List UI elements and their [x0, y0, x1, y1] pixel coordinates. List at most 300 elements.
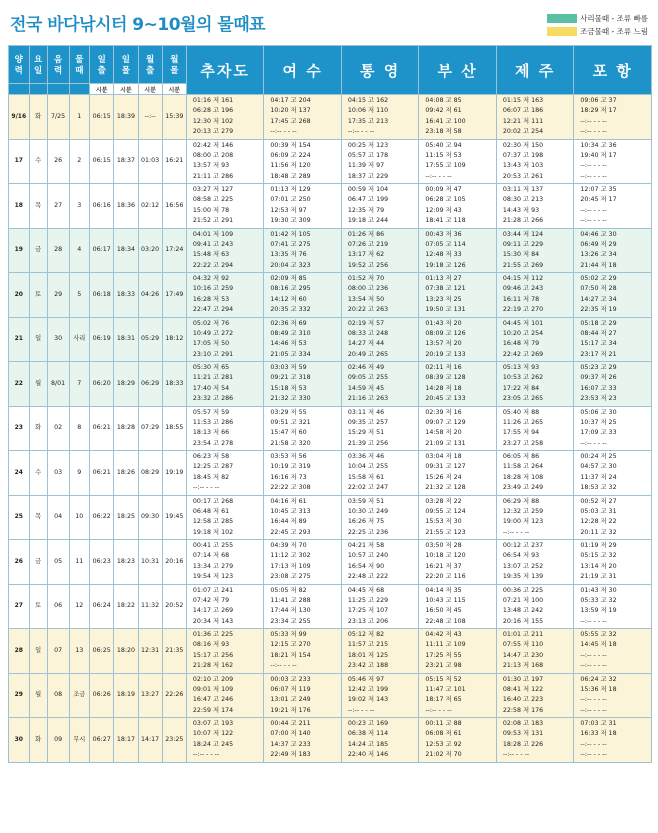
tide-entry: 03:28 저 22 — [425, 497, 462, 505]
cell-tide — [496, 273, 573, 318]
tide-entry: 23:34 고 255 — [270, 617, 311, 625]
tide-entry: 08:16 저 93 — [192, 641, 230, 649]
header-moonset: 월 몰 — [162, 46, 186, 84]
tide-entry: 15:48 저 63 — [192, 251, 230, 259]
tide-entry: 13:17 저 62 — [347, 251, 385, 259]
cell-moonset: 21:35 — [162, 629, 186, 674]
cell-sunrise: 06:25 — [90, 629, 114, 674]
tide-entry: 19:30 고 309 — [270, 217, 311, 225]
tide-entry: 14:37 고 233 — [270, 740, 311, 748]
table-row — [9, 406, 652, 451]
tide-entry: 05:30 저 65 — [192, 364, 230, 372]
tide-entry: 15:18 저 53 — [270, 384, 307, 392]
cell-tide — [186, 317, 263, 362]
cell-sunrise: 06:21 — [90, 451, 114, 496]
cell-moonset: 19:45 — [162, 495, 186, 540]
tide-entry: 16:40 고 223 — [502, 696, 544, 704]
tide-entry: 23:49 고 249 — [502, 484, 544, 492]
tide-entry: 04:45 저 101 — [502, 319, 544, 327]
cell-day: 수 — [29, 451, 47, 496]
cell-moonset: 15:39 — [162, 95, 186, 140]
tide-entry: 10:45 고 313 — [270, 507, 311, 515]
tide-entry: --:-- - - -- — [580, 439, 607, 447]
tide-entry: 20:34 저 143 — [192, 617, 234, 625]
header-sub-time: 시분 — [114, 84, 138, 95]
cell-tide — [419, 406, 496, 451]
cell-tide — [264, 228, 341, 273]
tide-entry: 13:59 저 19 — [580, 607, 617, 615]
cell-tide — [186, 273, 263, 318]
tide-entry: --:-- - - -- — [580, 662, 607, 670]
cell-mul: 사리 — [69, 317, 90, 362]
tide-entry: 09:31 고 127 — [425, 463, 466, 471]
tide-entry: 22:02 고 247 — [347, 484, 389, 492]
tide-entry: 12:58 고 285 — [192, 518, 234, 526]
cell-lunar: 27 — [47, 184, 69, 229]
cell-tide — [264, 317, 341, 362]
table-row — [9, 673, 652, 718]
cell-tide — [419, 228, 496, 273]
tide-entry: 13:34 고 279 — [192, 562, 234, 570]
tide-entry: 16:11 저 78 — [502, 295, 540, 303]
tide-entry: --:-- - - -- — [192, 484, 220, 492]
cell-sunrise: 06:21 — [90, 406, 114, 451]
tide-entry: 21:55 고 269 — [502, 261, 544, 269]
cell-tide — [496, 584, 573, 629]
legend-item-jogeum — [547, 25, 648, 38]
tide-entry: 06:07 저 119 — [270, 685, 311, 693]
cell-date: 28 — [9, 629, 30, 674]
cell-tide — [341, 362, 418, 407]
tide-entry: 22:47 고 294 — [192, 306, 234, 314]
cell-mul: 9 — [69, 451, 90, 496]
cell-tide — [496, 673, 573, 718]
cell-date: 20 — [9, 273, 30, 318]
tide-entry: 07:00 저 140 — [270, 730, 311, 738]
cell-day: 월 — [29, 673, 47, 718]
tide-entry: 13:35 저 76 — [270, 251, 307, 259]
tide-entry: 01:30 고 197 — [502, 675, 544, 683]
tide-entry: 21:55 고 123 — [425, 528, 466, 536]
tide-entry: 19:18 고 244 — [347, 217, 389, 225]
cell-lunar: 05 — [47, 540, 69, 585]
tide-entry: 03:04 저 18 — [425, 453, 462, 461]
cell-tide — [186, 451, 263, 496]
tide-entry: 07:50 저 28 — [580, 285, 617, 293]
cell-sunrise: 06:23 — [90, 540, 114, 585]
cell-sunset: 18:23 — [114, 540, 138, 585]
tide-entry: 17:45 고 268 — [270, 117, 311, 125]
tide-entry: 21:32 고 128 — [425, 484, 466, 492]
tide-entry: 06:47 고 199 — [347, 196, 389, 204]
tide-entry: 15:00 저 78 — [192, 206, 230, 214]
cell-mul: 8 — [69, 406, 90, 451]
table-row — [9, 139, 652, 184]
tide-entry: 23:54 고 278 — [192, 439, 234, 447]
cell-tide — [186, 95, 263, 140]
tide-entry: 23:21 고 98 — [425, 662, 462, 670]
tide-entry: 20:04 고 323 — [270, 261, 311, 269]
tide-entry: 02:19 저 57 — [347, 319, 385, 327]
cell-tide — [574, 629, 652, 674]
cell-day: 토 — [29, 584, 47, 629]
table-row — [9, 718, 652, 763]
tide-entry: 19:50 고 131 — [425, 306, 466, 314]
cell-moonset: 16:21 — [162, 139, 186, 184]
tide-entry: 14:24 고 185 — [347, 740, 389, 748]
tide-entry: --:-- - - -- — [192, 751, 220, 759]
tide-entry: 03:07 고 193 — [192, 720, 234, 728]
cell-sunset: 18:37 — [114, 139, 138, 184]
tide-entry: 10:57 고 240 — [347, 552, 389, 560]
tide-entry: 21:05 고 334 — [270, 350, 311, 358]
tide-entry: 05:33 고 32 — [580, 596, 617, 604]
cell-sunset: 18:33 — [114, 273, 138, 318]
cell-tide — [496, 139, 573, 184]
tide-entry: 11:58 고 264 — [502, 463, 544, 471]
cell-sunrise: 06:27 — [90, 718, 114, 763]
tide-entry: 12:21 저 111 — [502, 117, 544, 125]
tide-entry: 10:19 고 319 — [270, 463, 311, 471]
tide-entry: --:-- - - -- — [580, 217, 607, 225]
tide-entry: --:-- - - -- — [347, 128, 375, 136]
cell-tide — [264, 584, 341, 629]
cell-tide — [574, 273, 652, 318]
tide-entry: 22:19 고 270 — [502, 306, 544, 314]
cell-moonset: 17:24 — [162, 228, 186, 273]
cell-tide — [186, 184, 263, 229]
cell-tide — [264, 451, 341, 496]
cell-day: 목 — [29, 184, 47, 229]
cell-tide — [186, 629, 263, 674]
header-row — [9, 46, 652, 84]
header-location: 제 주 — [496, 46, 573, 95]
tide-entry: 16:54 저 90 — [347, 562, 385, 570]
tide-entry: 01:42 저 105 — [270, 230, 311, 238]
tide-entry: 05:33 저 99 — [270, 631, 307, 639]
cell-lunar: 06 — [47, 584, 69, 629]
tide-entry: 22:48 고 108 — [425, 617, 466, 625]
table-row — [9, 317, 652, 362]
page-title: 전국 바다낚시터 9~10월의 물때표 — [10, 15, 266, 35]
tide-entry: 06:08 저 61 — [425, 730, 462, 738]
tide-entry: 01:07 고 241 — [192, 586, 234, 594]
tide-entry: 16:26 저 75 — [347, 518, 385, 526]
tide-entry: 10:43 고 115 — [425, 596, 466, 604]
tide-entry: 18:21 저 154 — [270, 651, 311, 659]
tide-entry: 23:18 저 58 — [425, 128, 462, 136]
tide-entry: 03:44 저 124 — [502, 230, 544, 238]
tide-entry: 15:58 저 61 — [347, 473, 385, 481]
cell-tide — [574, 317, 652, 362]
tide-entry: 01:43 저 30 — [580, 586, 617, 594]
cell-date: 17 — [9, 139, 30, 184]
tide-entry: 20:49 고 265 — [347, 350, 389, 358]
tide-entry: 07:01 고 250 — [270, 196, 311, 204]
tide-entry: --:-- - - -- — [347, 706, 375, 714]
tide-entry: 02:09 저 85 — [270, 275, 307, 283]
tide-entry: 23:13 고 206 — [347, 617, 389, 625]
tide-entry: 04:08 고 85 — [425, 97, 462, 105]
cell-date: 30 — [9, 718, 30, 763]
cell-tide — [496, 629, 573, 674]
tide-entry: 21:52 고 291 — [192, 217, 234, 225]
tide-entry: 16:50 저 45 — [425, 607, 462, 615]
tide-entry: 12:09 저 43 — [425, 206, 462, 214]
tide-entry: 09:41 고 243 — [192, 240, 234, 248]
tide-entry: 11:21 고 281 — [192, 374, 234, 382]
legend-swatch-green — [547, 14, 577, 23]
tide-entry: 18:37 고 229 — [347, 172, 389, 180]
cell-moonrise: 01:03 — [138, 139, 162, 184]
tide-entry: 05:15 저 52 — [425, 675, 462, 683]
cell-mul: 12 — [69, 584, 90, 629]
tide-entry: 02:11 저 16 — [425, 364, 462, 372]
cell-moonset: 22:26 — [162, 673, 186, 718]
cell-day: 화 — [29, 718, 47, 763]
cell-day: 금 — [29, 228, 47, 273]
cell-tide — [264, 718, 341, 763]
tide-entry: 22:59 저 174 — [192, 706, 234, 714]
tide-entry: 10:20 고 254 — [502, 329, 544, 337]
cell-lunar: 29 — [47, 273, 69, 318]
cell-sunrise: 06:16 — [90, 184, 114, 229]
cell-sunrise: 06:20 — [90, 362, 114, 407]
table-row — [9, 629, 652, 674]
cell-tide — [419, 95, 496, 140]
tide-entry: 23:10 고 291 — [192, 350, 234, 358]
cell-tide — [341, 406, 418, 451]
tide-entry: 00:36 고 225 — [502, 586, 544, 594]
tide-entry: 22:25 고 236 — [347, 528, 389, 536]
cell-sunrise: 06:19 — [90, 317, 114, 362]
table-row — [9, 95, 652, 140]
tide-entry: 12:42 고 199 — [347, 685, 389, 693]
cell-moonset: 19:19 — [162, 451, 186, 496]
cell-moonrise: --:-- — [138, 95, 162, 140]
header-sub-empty — [29, 84, 47, 95]
header-lunar: 음 력 — [47, 46, 69, 84]
cell-tide — [574, 362, 652, 407]
tide-entry: 14:27 저 44 — [347, 340, 385, 348]
cell-tide — [574, 673, 652, 718]
tide-entry: 08:16 고 295 — [270, 285, 311, 293]
tide-entry: 16:16 저 73 — [270, 473, 307, 481]
cell-tide — [574, 228, 652, 273]
tide-entry: 10:16 고 259 — [192, 285, 234, 293]
tide-entry: 10:20 저 137 — [270, 107, 311, 115]
tide-entry: 11:11 고 109 — [425, 641, 466, 649]
tide-entry: 16:41 고 100 — [425, 117, 466, 125]
tide-entry: 06:54 저 93 — [502, 552, 540, 560]
tide-entry: 20:53 고 261 — [502, 172, 544, 180]
table-row — [9, 273, 652, 318]
cell-tide — [341, 184, 418, 229]
tide-entry: 04:32 저 92 — [192, 275, 230, 283]
cell-moonrise: 08:29 — [138, 451, 162, 496]
tide-entry: 18:29 저 17 — [580, 107, 617, 115]
cell-moonset: 18:55 — [162, 406, 186, 451]
tide-table-body — [9, 95, 652, 763]
tide-entry: 00:09 저 47 — [425, 186, 462, 194]
tide-entry: 21:16 고 263 — [347, 395, 389, 403]
tide-entry: 00:24 저 25 — [580, 453, 617, 461]
cell-tide — [496, 718, 573, 763]
legend-swatch-yellow — [547, 27, 577, 36]
tide-entry: 05:40 저 88 — [502, 408, 540, 416]
tide-entry: 07:03 고 31 — [580, 720, 617, 728]
tide-entry: 05:13 저 93 — [502, 364, 540, 372]
tide-entry: 21:13 저 168 — [502, 662, 544, 670]
tide-entry: 05:18 고 29 — [580, 319, 617, 327]
tide-entry: 16:33 저 18 — [580, 730, 617, 738]
cell-tide — [419, 584, 496, 629]
tide-entry: 14:58 저 20 — [425, 429, 462, 437]
tide-entry: 18:53 고 32 — [580, 484, 617, 492]
tide-entry: 13:23 저 25 — [425, 295, 462, 303]
tide-entry: 22:22 고 308 — [270, 484, 311, 492]
cell-lunar: 30 — [47, 317, 69, 362]
cell-tide — [574, 406, 652, 451]
tide-entry: 07:37 고 198 — [502, 151, 544, 159]
cell-tide — [264, 495, 341, 540]
tide-entry: 11:53 고 286 — [192, 418, 234, 426]
cell-tide — [419, 495, 496, 540]
legend — [547, 12, 648, 38]
header-location: 통 영 — [341, 46, 418, 95]
header-sub-empty — [47, 84, 69, 95]
tide-entry: 04:45 저 68 — [347, 586, 385, 594]
cell-tide — [264, 95, 341, 140]
tide-entry: 08:44 저 27 — [580, 329, 617, 337]
cell-date: 25 — [9, 495, 30, 540]
tide-entry: 00:03 고 233 — [270, 675, 311, 683]
tide-entry: 01:43 저 20 — [425, 319, 462, 327]
cell-tide — [496, 184, 573, 229]
tide-entry: 20:02 고 254 — [502, 128, 544, 136]
tide-entry: 22:48 고 222 — [347, 573, 389, 581]
tide-entry: 18:17 저 65 — [425, 696, 462, 704]
cell-lunar: 08 — [47, 673, 69, 718]
tide-entry: 04:46 고 30 — [580, 230, 617, 238]
cell-day: 일 — [29, 629, 47, 674]
tide-entry: 14:59 저 45 — [347, 384, 385, 392]
cell-moonrise: 12:31 — [138, 629, 162, 674]
tide-entry: 06:29 저 88 — [502, 497, 540, 505]
tide-entry: 08:41 저 122 — [502, 685, 544, 693]
tide-entry: 13:43 저 103 — [502, 162, 544, 170]
tide-entry: 23:08 고 275 — [270, 573, 311, 581]
tide-entry: 15:53 저 30 — [425, 518, 462, 526]
tide-entry: 04:57 고 30 — [580, 463, 617, 471]
tide-entry: 23:17 저 21 — [580, 350, 617, 358]
tide-entry: 05:40 고 94 — [425, 141, 462, 149]
legend-item-sari — [547, 12, 648, 25]
tide-entry: 15:47 저 60 — [270, 429, 307, 437]
cell-day: 수 — [29, 139, 47, 184]
cell-date: 9/16 — [9, 95, 30, 140]
tide-entry: 18:28 저 108 — [502, 473, 544, 481]
tide-entry: 19:54 저 123 — [192, 573, 234, 581]
tide-entry: 03:29 저 55 — [270, 408, 307, 416]
tide-entry: 23:32 고 286 — [192, 395, 234, 403]
tide-entry: 01:52 저 70 — [347, 275, 385, 283]
cell-date: 21 — [9, 317, 30, 362]
tide-entry: 18:48 고 289 — [270, 172, 311, 180]
tide-entry: 05:05 저 82 — [270, 586, 307, 594]
tide-entry: 06:28 고 196 — [192, 107, 234, 115]
tide-entry: 04:16 저 61 — [270, 497, 307, 505]
cell-tide — [419, 184, 496, 229]
cell-sunset: 18:26 — [114, 451, 138, 496]
tide-entry: 03:11 저 46 — [347, 408, 385, 416]
cell-sunset: 18:39 — [114, 95, 138, 140]
tide-entry: 06:49 저 29 — [580, 240, 617, 248]
cell-tide — [264, 406, 341, 451]
cell-sunrise: 06:17 — [90, 228, 114, 273]
tide-entry: 02:42 저 146 — [192, 141, 234, 149]
tide-entry: 03:50 저 28 — [425, 542, 462, 550]
cell-date: 23 — [9, 406, 30, 451]
cell-sunset: 18:19 — [114, 673, 138, 718]
tide-table — [8, 45, 652, 763]
tide-entry: 14:28 저 18 — [425, 384, 462, 392]
tide-entry: 15:36 저 18 — [580, 685, 617, 693]
cell-tide — [574, 139, 652, 184]
tide-entry: 14:43 저 93 — [502, 206, 540, 214]
tide-entry: 11:47 고 101 — [425, 685, 466, 693]
cell-moonrise: 10:31 — [138, 540, 162, 585]
tide-entry: 12:53 고 92 — [425, 740, 462, 748]
tide-entry: 08:00 고 236 — [347, 285, 389, 293]
cell-tide — [341, 228, 418, 273]
tide-entry: --:-- - - -- — [580, 706, 607, 714]
tide-entry: 12:25 고 287 — [192, 463, 234, 471]
tide-entry: 21:09 고 131 — [425, 439, 466, 447]
cell-mul: 5 — [69, 273, 90, 318]
cell-sunset: 18:34 — [114, 228, 138, 273]
tide-entry: 12:30 저 102 — [192, 117, 234, 125]
tide-entry: 11:26 고 265 — [502, 418, 544, 426]
tide-entry: 17:05 저 50 — [192, 340, 230, 348]
tide-entry: 01:19 저 29 — [580, 542, 617, 550]
tide-entry: 10:49 고 272 — [192, 329, 234, 337]
tide-entry: 17:22 저 84 — [502, 384, 540, 392]
cell-tide — [496, 362, 573, 407]
cell-moonrise: 09:30 — [138, 495, 162, 540]
tide-entry: 01:13 저 27 — [425, 275, 462, 283]
tide-entry: 01:01 고 211 — [502, 631, 544, 639]
cell-mul: 11 — [69, 540, 90, 585]
header-location: 부 산 — [419, 46, 496, 95]
tide-entry: 15:17 고 34 — [580, 340, 617, 348]
tide-entry: 03:11 저 137 — [502, 186, 544, 194]
header-sunset: 일 몰 — [114, 46, 138, 84]
cell-date: 18 — [9, 184, 30, 229]
tide-entry: 09:51 고 321 — [270, 418, 311, 426]
tide-entry: 08:00 고 208 — [192, 151, 234, 159]
cell-moonset: 17:49 — [162, 273, 186, 318]
tide-entry: 17:55 저 94 — [502, 429, 540, 437]
cell-sunset: 18:17 — [114, 718, 138, 763]
cell-sunrise: 06:24 — [90, 584, 114, 629]
cell-tide — [419, 629, 496, 674]
tide-entry: 09:07 고 129 — [425, 418, 466, 426]
tide-entry: 03:03 저 59 — [270, 364, 307, 372]
cell-tide — [496, 451, 573, 496]
cell-tide — [419, 451, 496, 496]
cell-tide — [574, 95, 652, 140]
